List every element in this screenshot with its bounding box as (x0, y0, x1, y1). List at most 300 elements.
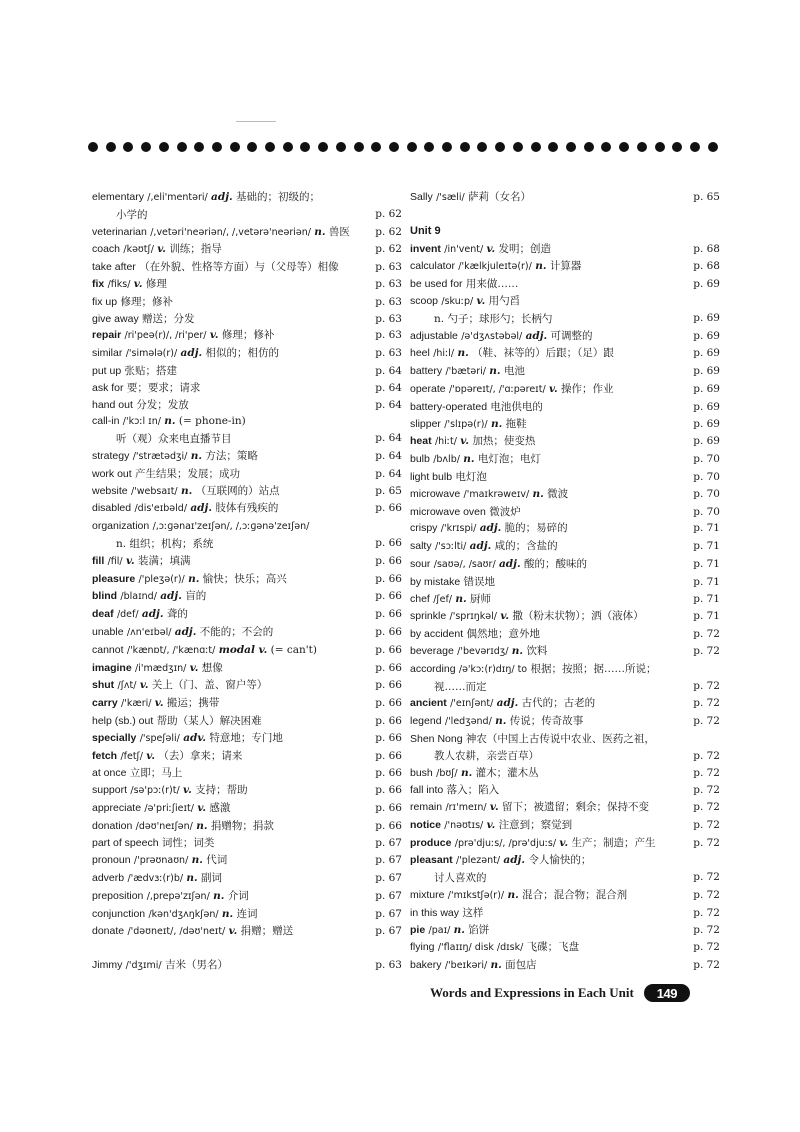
entry-definition: 想像 (201, 661, 223, 674)
entry-phonetic: /bʌlb/ (433, 454, 460, 466)
entry-pos: adj. (503, 854, 526, 867)
entry-phonetic: /'kæri/ (121, 698, 152, 710)
entry-term: adverb (92, 872, 125, 885)
entry-page: p. 72 (693, 818, 720, 831)
entry-page: p. 66 (375, 784, 402, 797)
border-dot (371, 142, 381, 152)
entry-definition: （去）拿来；请来 (158, 749, 243, 762)
vocab-entry (92, 624, 402, 642)
entry-term: deaf (92, 608, 114, 621)
entry-definition: 操作；作业 (561, 382, 614, 395)
vocab-entry (92, 483, 402, 501)
entry-phonetic: /ʃef/ (433, 593, 452, 605)
top-rule (236, 121, 276, 122)
entry-term: remain (410, 801, 443, 814)
vocab-entry (92, 695, 402, 713)
entry-page: p. 66 (375, 731, 402, 744)
entry-pos: v. (486, 242, 496, 255)
entry-definition: 电池 (503, 365, 525, 378)
entry-pos: v. (548, 382, 558, 395)
vocab-entry (92, 765, 402, 782)
border-dot (690, 142, 700, 152)
entry-page: p. 64 (375, 467, 402, 480)
vocab-entry (410, 835, 720, 853)
entry-definition: 修理；修补 (221, 329, 275, 342)
entry-line (92, 800, 362, 818)
entry-line (92, 642, 362, 660)
border-dot (336, 142, 346, 152)
entry-phonetic: /'mɪkstʃə(r)/ (447, 890, 505, 902)
entry-definition: 词性；词类 (161, 837, 215, 850)
entry-phonetic: /fil/ (107, 555, 123, 567)
entry-continuation: 教人农耕，亲尝百草） (434, 749, 539, 762)
entry-definition: 修理；修补 (120, 295, 173, 308)
entry-page: p. 71 (693, 557, 720, 570)
vocab-entry (92, 782, 402, 800)
entry-definition: 错误地 (463, 575, 496, 588)
entry-definition: 盲的 (185, 590, 207, 603)
entry-term: blind (92, 590, 118, 603)
border-dot (460, 142, 470, 152)
border-dot (619, 142, 629, 152)
page-footer (430, 983, 720, 1003)
entry-term: adjustable (410, 329, 458, 342)
entry-line (92, 660, 362, 678)
entry-page: p. 66 (375, 608, 402, 621)
entry-phonetic: /'bevərɪdʒ/ (457, 645, 509, 657)
vocab-entry (410, 817, 720, 835)
entry-page: p. 63 (375, 312, 402, 325)
entry-term: Shen Nong (410, 732, 463, 745)
vocab-entry (92, 888, 402, 906)
border-dot (601, 142, 611, 152)
vocab-entry (410, 713, 720, 731)
border-dot (477, 142, 487, 152)
entry-definition: 聋的 (166, 608, 188, 621)
entry-term: give away (92, 312, 139, 325)
vocab-entry (92, 677, 402, 695)
entry-line (92, 835, 362, 852)
entry-phonetic: /'eɪnʃənt/ (450, 698, 494, 710)
entry-pos: v. (146, 749, 155, 762)
entry-definition: 张贴；搭建 (124, 364, 178, 377)
entry-phonetic: /dəʊ'neɪʃən/ (135, 820, 193, 832)
entry-line (92, 413, 362, 431)
entry-definition: 咸的；含盐的 (494, 540, 558, 553)
entry-phonetic: /'ledʒənd/ (444, 716, 492, 728)
entry-pos: n. (188, 572, 200, 585)
entry-page: p. 71 (693, 592, 720, 605)
entry-pos: adj. (211, 191, 233, 203)
entry-term: scoop (410, 294, 439, 307)
entry-line (92, 571, 362, 589)
entry-line (410, 957, 680, 975)
entry-phonetic: /hiːl/ (433, 348, 455, 360)
entry-line (92, 224, 362, 242)
entry-term: sprinkle (410, 610, 447, 623)
entry-line (410, 922, 680, 940)
entry-term: bush (410, 766, 433, 779)
entry-term: help (sb.) out (92, 714, 154, 727)
entry-definition: 代词 (206, 854, 228, 867)
border-dot (88, 142, 98, 152)
entry-page: p. 63 (375, 347, 402, 360)
entry-pos: v. (197, 801, 207, 814)
entry-line (92, 276, 362, 294)
entry-definition: 要；要求；请求 (126, 381, 201, 394)
entry-definition: 神农（中国上古传说中农业、医药之祖， (465, 732, 655, 745)
entry-definition: 萨莉（女名） (468, 191, 532, 203)
entry-term: by accident (410, 628, 464, 641)
vocab-entry (410, 905, 720, 922)
entry-page: p. 66 (375, 749, 402, 762)
entry-page: p. 71 (693, 575, 720, 588)
entry-definition: 令人愉快的； (528, 854, 592, 867)
entry-phonetic: /fiks/ (107, 278, 131, 290)
entry-definition: 面包店 (505, 959, 537, 972)
entry-term: at once (92, 767, 127, 780)
entry-definition: 用勺舀 (488, 294, 521, 307)
entry-line (92, 466, 362, 483)
entry-phonetic: /ə'dʒʌstəbəl/ (461, 330, 523, 342)
entry-term: strategy (92, 449, 130, 462)
entry-term: elementary (92, 191, 144, 203)
entry-page: p. 69 (693, 382, 720, 395)
entry-pos: n. (455, 592, 467, 605)
entry-term: invent (410, 242, 441, 255)
entry-line (410, 416, 680, 434)
entry-term: Jimmy (92, 959, 123, 972)
entry-pos: adj. (174, 625, 197, 638)
vocab-entry (92, 748, 402, 766)
entry-definition: 电灯泡 (455, 470, 487, 483)
border-dot (548, 142, 558, 152)
entry-term: light bulb (410, 470, 453, 483)
entry-term: Sally (410, 191, 433, 203)
entry-term: pleasant (410, 854, 453, 867)
right-word-column (410, 189, 720, 975)
vocab-entry (410, 293, 720, 328)
border-dot (407, 142, 417, 152)
entry-page: p. 70 (693, 453, 720, 466)
entry-line (92, 695, 362, 713)
entry-phonetic: /'flaɪɪŋ/ disk /dɪsk/ (437, 942, 524, 954)
entry-term: call-in (92, 415, 120, 428)
entry-term: pronoun (92, 854, 131, 867)
entry-line (92, 189, 362, 207)
entry-phonetic: /saʊə/, /saʊr/ (433, 558, 496, 570)
entry-phonetic: /'bætəri/ (445, 366, 486, 378)
entry-term: website (92, 484, 128, 497)
vocab-entry (92, 259, 402, 276)
vocab-entry (92, 413, 402, 448)
entry-term: donate (92, 925, 125, 938)
entry-page: p. 65 (693, 191, 720, 203)
entry-pos: n. (460, 766, 473, 779)
entry-pos: n. (196, 819, 208, 832)
entry-phonetic: /'krɪspi/ (440, 523, 477, 535)
border-dot (637, 142, 647, 152)
entry-definition: 电池供电的 (490, 400, 543, 413)
entry-pos: v. (157, 243, 166, 256)
entry-term: similar (92, 347, 123, 360)
entry-term: fix (92, 277, 105, 290)
entry-phonetic: /'kælkjuleɪtə(r)/ (458, 261, 532, 273)
entry-pos: v. (460, 435, 469, 448)
entry-line (92, 345, 362, 363)
entry-term: slipper (410, 417, 441, 430)
entry-phonetic: /'strætədʒi/ (132, 450, 188, 462)
entry-page: p. 72 (693, 836, 720, 849)
entry-page: p. 72 (693, 959, 720, 972)
vocab-entry (92, 642, 402, 660)
entry-term: flying (410, 941, 435, 954)
entry-line (92, 448, 362, 466)
entry-line (92, 363, 362, 380)
entry-pos: v. (228, 925, 238, 938)
vocab-entry (410, 416, 720, 434)
entry-continuation: 视……而定 (434, 680, 487, 693)
entry-definition: (= phone-in) (178, 415, 246, 428)
border-dot (159, 142, 169, 152)
entry-definition: 介词 (227, 889, 249, 902)
vocab-entry (92, 588, 402, 606)
entry-line (410, 887, 680, 905)
entry-pos: n. (190, 449, 202, 462)
entry-term: carry (92, 697, 118, 710)
page-number-badge: 149 (644, 984, 690, 1002)
border-dot (584, 142, 594, 152)
entry-term: coach (92, 243, 121, 256)
entry-definition: 立即；马上 (129, 767, 183, 780)
entry-line (410, 852, 680, 870)
entry-line (410, 799, 680, 817)
entry-definition: 拖鞋 (505, 417, 527, 430)
entry-phonetic: /'plezənt/ (455, 855, 501, 867)
entry-definition: （互联网的）站点 (195, 484, 280, 497)
entry-term: fall into (410, 784, 444, 797)
vocab-entry (92, 311, 402, 328)
entry-definition: 感激 (209, 801, 231, 814)
entry-term: notice (410, 818, 441, 831)
entry-line (92, 606, 362, 624)
entry-term: preposition (92, 889, 144, 902)
vocab-entry (92, 730, 402, 748)
entry-phonetic: /'ædvɜː(r)b/ (127, 873, 184, 885)
entry-definition: 愉快；快乐；高兴 (202, 572, 287, 585)
entry-term: ancient (410, 697, 447, 710)
entry-pos: n. (511, 644, 524, 657)
entry-line (92, 553, 362, 571)
entry-page: p. 72 (693, 679, 720, 692)
entry-term: part of speech (92, 837, 159, 850)
border-dot (300, 142, 310, 152)
border-dot (389, 142, 399, 152)
vocab-entry (410, 922, 720, 940)
entry-page: p. 66 (375, 590, 402, 603)
entry-term: fill (92, 554, 105, 567)
entry-definition: 相似的；相仿的 (205, 347, 279, 360)
entry-page: p. 66 (375, 679, 402, 692)
vocab-entry (410, 939, 720, 957)
vocab-entry (92, 553, 402, 571)
entry-phonetic: /ʌn'eɪbəl/ (126, 626, 172, 638)
vocab-entry (92, 276, 402, 294)
entry-page: p. 66 (375, 819, 402, 832)
entry-line (410, 363, 680, 381)
entry-term: donation (92, 819, 133, 832)
entry-page: p. 72 (693, 766, 720, 779)
entry-page: p. 64 (375, 449, 402, 462)
border-dot (513, 142, 523, 152)
entry-definition: 方法；策略 (205, 449, 258, 462)
entry-term: calculator (410, 260, 455, 273)
entry-page: p. 72 (693, 889, 720, 902)
border-dot (495, 142, 505, 152)
entry-definition: 修理 (145, 277, 167, 290)
entry-term: hand out (92, 398, 133, 411)
entry-pos: n. (495, 715, 507, 728)
entry-pos: n. (532, 487, 544, 500)
vocab-entry (410, 731, 720, 765)
entry-term: fetch (92, 749, 118, 762)
vocab-entry (410, 782, 720, 799)
vocab-entry (92, 713, 402, 730)
entry-definition: 撒（粉末状物）；洒（液体） (512, 610, 644, 623)
entry-line (410, 433, 680, 451)
vocab-entry (92, 448, 402, 466)
entry-page: p. 72 (693, 715, 720, 728)
entry-phonetic: /rɪ'meɪn/ (445, 802, 487, 814)
entry-page: p. 66 (375, 554, 402, 567)
entry-line (410, 399, 680, 416)
entry-term: by mistake (410, 575, 461, 588)
entry-pos: n. (191, 854, 203, 867)
entry-line (410, 520, 680, 538)
entry-line (410, 939, 680, 957)
border-dot (283, 142, 293, 152)
vocab-entry (92, 466, 402, 483)
entry-definition: 产生结果；发展；成功 (135, 467, 241, 480)
entry-pos: v. (489, 801, 499, 814)
entry-pos: n. (221, 907, 234, 920)
entry-definition: 灌木；灌木丛 (475, 766, 539, 779)
vocab-entry (410, 661, 720, 696)
vocab-entry (92, 818, 402, 836)
entry-page: p. 69 (693, 365, 720, 378)
entry-definition: 传说；传奇故事 (509, 715, 584, 728)
entry-line (410, 661, 680, 679)
entry-page: p. 72 (693, 628, 720, 641)
entry-pos: n. (535, 260, 547, 273)
entry-pos: n. (457, 347, 469, 360)
entry-phonetic: /def/ (116, 609, 139, 621)
entry-line (410, 486, 680, 504)
entry-phonetic: /dis'eɪbəld/ (134, 503, 188, 515)
entry-term: battery (410, 365, 443, 378)
entry-pos: adj. (160, 590, 182, 603)
entry-definition: 用来做…… (465, 278, 519, 291)
entry-line (410, 451, 680, 469)
entry-pos: n. (213, 889, 225, 902)
entry-page: p. 69 (693, 311, 720, 324)
entry-definition: 兽医 (328, 225, 350, 238)
entry-term: put up (92, 364, 122, 377)
border-dot (354, 142, 364, 152)
entry-definition: 飞碟；飞盘 (526, 941, 580, 954)
vocab-entry (410, 765, 720, 783)
entry-definition: （鞋、袜等的）后跟；（足）跟 (472, 347, 614, 360)
entry-pos: n. (164, 415, 176, 428)
entry-phonetic: /'speʃəli/ (139, 732, 180, 744)
entry-line (410, 713, 680, 731)
entry-term: battery-operated (410, 400, 488, 413)
border-dot (672, 142, 682, 152)
entry-phonetic: /'nəʊtɪs/ (444, 819, 484, 831)
entry-phonetic: /'slɪpə(r)/ (444, 418, 488, 430)
entry-definition: 吉米（男名） (164, 959, 228, 972)
entry-definition: 装满；填满 (138, 554, 191, 567)
entry-phonetic: /,vetəri'neəriən/, /,vetərə'neəriən/ (150, 226, 311, 238)
entry-page: p. 70 (693, 470, 720, 483)
entry-page: p. 72 (693, 941, 720, 954)
vocab-entry (92, 835, 402, 852)
entry-line (92, 765, 362, 782)
entry-definition: 支持；帮助 (195, 784, 248, 797)
entry-line (92, 677, 362, 695)
entry-page: p. 62 (375, 207, 402, 220)
entry-line (92, 870, 362, 888)
entry-definition: 混合；混合物；混合剂 (522, 889, 628, 902)
entry-term: heat (410, 435, 432, 448)
entry-definition: 关上（门、盖、窗户等） (151, 679, 268, 692)
entry-page: p. 66 (375, 697, 402, 710)
entry-term: beverage (410, 644, 454, 657)
entry-definition: 生产；制造；产生 (571, 836, 656, 849)
entry-pos: v. (486, 818, 496, 831)
entry-page: p. 69 (693, 417, 720, 430)
entry-term: appreciate (92, 801, 142, 814)
entry-page: p. 66 (375, 643, 402, 656)
entry-phonetic: /hiːt/ (434, 436, 457, 448)
entry-definition: 连词 (236, 907, 258, 920)
entry-line (410, 731, 680, 748)
entry-page: p. 70 (693, 505, 720, 518)
entry-line (410, 695, 680, 713)
entry-page: p. 62 (375, 225, 402, 238)
vocab-entry (410, 241, 720, 259)
entry-line (92, 397, 362, 414)
entry-definition: 饮料 (526, 644, 548, 657)
entry-pos: n. (489, 365, 501, 378)
border-dot (708, 142, 718, 152)
entry-definition: (= can't) (270, 643, 317, 656)
entry-page: p. 66 (375, 661, 402, 674)
entry-line (410, 381, 680, 399)
vocab-entry (410, 556, 720, 574)
entry-definition: 可调整的 (550, 329, 593, 342)
entry-phonetic: /'sɔːlti/ (434, 541, 467, 553)
vocab-entry (410, 852, 720, 887)
entry-page: p. 72 (693, 749, 720, 762)
vocab-entry (92, 852, 402, 870)
entry-continuation: 小学的 (116, 208, 148, 221)
entry-line (92, 500, 362, 518)
entry-phonetic: /,ɔːɡənaɪ'zeɪʃən/, /,ɔːɡənə'zeɪʃən/ (152, 521, 310, 533)
entry-phonetic: /,prepə'zɪʃən/ (146, 890, 210, 902)
entry-page: p. 72 (693, 644, 720, 657)
entry-line (410, 574, 680, 591)
